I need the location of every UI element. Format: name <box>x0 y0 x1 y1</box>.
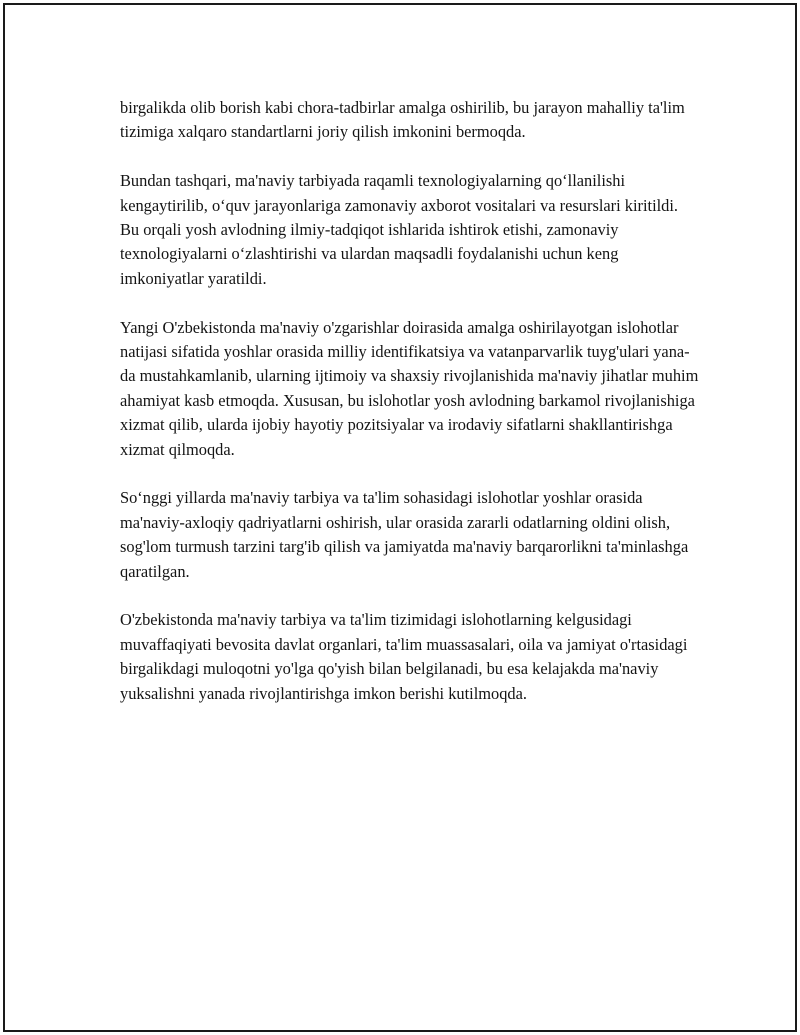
paragraph: birgalikda olib borish kabi chora-tadbirlar amalga oshirilib, bu jarayon mahalliy ta'lim tizimiga xalqaro standartlarni joriy qilish imkonini bermoqda. <box>120 98 685 142</box>
paragraph: So‘nggi yillarda ma'naviy tarbiya va ta'lim sohasidagi islohotlar yoshlar orasida ma'naviy-axloqiy qadriyatlarni oshirish, ular orasida zararli odatlarning oldini olish, sog'lom turmush tarzini targ'ib qilish va jamiyatda ma'naviy barqarorlikni ta'minlashga qaratilgan. <box>120 488 689 581</box>
document-body <box>120 96 700 706</box>
paragraph: Yangi O'zbekistonda ma'naviy o'zgarishlar doirasida amalga oshirilayotgan islohotlar natijasi sifatida yoshlar orasida milliy identifikatsiya va vatanparvarlik tuyg'ulari yana-da mustahkamlanib, ularning ijtimoiy va shaxsiy rivojlanishida ma'naviy jihatlar muhim ahamiyat kasb etmoqda. Xususan, bu islohotlar yosh avlodning barkamol rivojlanishiga xizmat qilib, ularda ijobiy hayotiy pozitsiyalar va irodaviy sifatlarni shakllantirishga xizmat qilmoqda. <box>120 317 699 459</box>
document-page <box>3 3 797 1032</box>
paragraph: Bundan tashqari, ma'naviy tarbiyada raqamli texnologiyalarning qo‘llanilishi kengaytirilib, o‘quv jarayonlariga zamonaviy axborot vositalari va resurslari kiritildi. Bu orqali yosh avlodning ilmiy-tadqiqot ishlarida ishtirok etishi, zamonaviy texnologiyalarni o‘zlashtirishi va ulardan maqsadli foydalanishi uchun keng imkoniyatlar yaratildi. <box>120 171 679 288</box>
paragraph: O'zbekistonda ma'naviy tarbiya va ta'lim tizimidagi islohotlarning kelgusidagi muvaffaqiyati bevosita davlat organlari, ta'lim muassasalari, oila va jamiyat o'rtasidagi birgalikdagi muloqotni yo'lga qo'yish bilan belgilanadi, bu esa kelajakda ma'naviy yuksalishni yanada rivojlantirishga imkon berishi kutilmoqda. <box>120 610 688 703</box>
